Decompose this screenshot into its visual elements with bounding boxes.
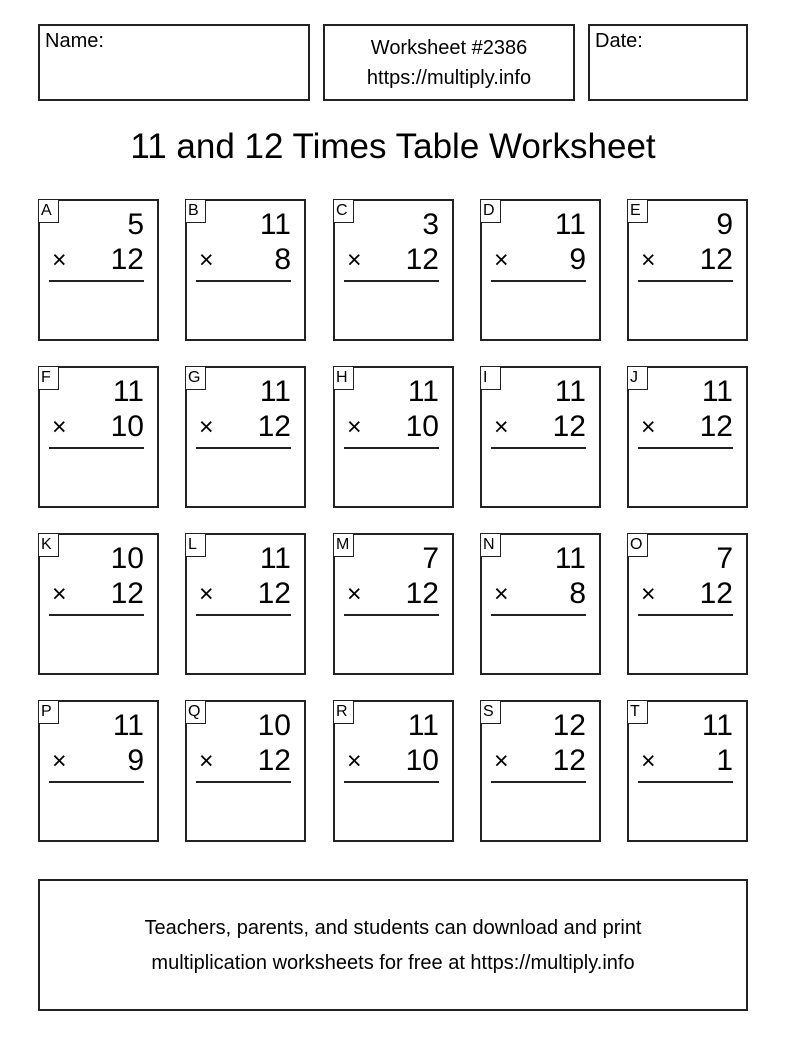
problem-card bbox=[333, 700, 454, 842]
name-field-box bbox=[38, 24, 310, 101]
problem-letter: J bbox=[627, 366, 648, 390]
answer-rule bbox=[196, 781, 291, 783]
multiplier: 1 bbox=[716, 744, 733, 777]
problem-letter: Q bbox=[185, 700, 206, 724]
answer-rule bbox=[491, 781, 586, 783]
problem-card bbox=[38, 533, 159, 675]
multiplicand: 11 bbox=[554, 542, 586, 575]
multiply-sign: × bbox=[199, 580, 214, 608]
multiplicand: 10 bbox=[110, 542, 144, 575]
multiplicand: 9 bbox=[716, 208, 733, 241]
multiplier: 10 bbox=[405, 410, 439, 443]
problem-letter: M bbox=[333, 533, 354, 557]
footer-line-1: Teachers, parents, and students can download and print bbox=[144, 917, 642, 939]
page-title: 11 and 12 Times Table Worksheet bbox=[130, 127, 656, 166]
multiplicand: 11 bbox=[259, 208, 291, 241]
multiplier: 12 bbox=[257, 577, 291, 610]
multiply-sign: × bbox=[52, 246, 67, 274]
problem-letter: A bbox=[38, 199, 59, 223]
multiplier: 10 bbox=[110, 410, 144, 443]
multiplier: 12 bbox=[552, 744, 586, 777]
answer-rule bbox=[344, 280, 439, 282]
multiplicand: 11 bbox=[554, 375, 586, 408]
multiplier: 9 bbox=[127, 744, 144, 777]
problem-grid bbox=[38, 199, 748, 842]
answer-rule bbox=[638, 614, 733, 616]
problem-letter: B bbox=[185, 199, 206, 223]
multiplicand: 12 bbox=[552, 709, 586, 742]
problem-card bbox=[185, 533, 306, 675]
problem-card bbox=[627, 199, 748, 341]
multiply-sign: × bbox=[641, 580, 656, 608]
worksheet-info-box bbox=[323, 24, 575, 101]
answer-rule bbox=[491, 614, 586, 616]
problem-card bbox=[480, 366, 601, 508]
multiplicand: 11 bbox=[554, 208, 586, 241]
answer-rule bbox=[344, 781, 439, 783]
answer-rule bbox=[49, 781, 144, 783]
date-label: Date: bbox=[595, 30, 643, 52]
multiply-sign: × bbox=[199, 413, 214, 441]
problem-card bbox=[38, 700, 159, 842]
multiply-sign: × bbox=[494, 246, 509, 274]
answer-rule bbox=[344, 447, 439, 449]
name-label: Name: bbox=[45, 30, 104, 52]
multiply-sign: × bbox=[494, 747, 509, 775]
multiply-sign: × bbox=[199, 246, 214, 274]
multiply-sign: × bbox=[641, 413, 656, 441]
answer-rule bbox=[196, 447, 291, 449]
multiply-sign: × bbox=[199, 747, 214, 775]
multiplier: 12 bbox=[257, 410, 291, 443]
answer-rule bbox=[638, 280, 733, 282]
problem-letter: H bbox=[333, 366, 354, 390]
worksheet-url: https://multiply.info bbox=[366, 67, 532, 89]
multiplicand: 7 bbox=[422, 542, 439, 575]
problem-card bbox=[185, 366, 306, 508]
answer-rule bbox=[344, 614, 439, 616]
problem-card bbox=[480, 533, 601, 675]
problem-card bbox=[333, 533, 454, 675]
problem-card bbox=[185, 700, 306, 842]
problem-letter: I bbox=[480, 366, 501, 390]
footer-box bbox=[38, 879, 748, 1011]
problem-letter: O bbox=[627, 533, 648, 557]
multiplier: 12 bbox=[405, 577, 439, 610]
multiplicand: 3 bbox=[422, 208, 439, 241]
answer-rule bbox=[49, 614, 144, 616]
multiply-sign: × bbox=[494, 580, 509, 608]
multiplicand: 11 bbox=[259, 375, 291, 408]
date-field-box bbox=[588, 24, 748, 101]
multiplier: 12 bbox=[552, 410, 586, 443]
multiplier: 12 bbox=[405, 243, 439, 276]
problem-card bbox=[627, 366, 748, 508]
multiplicand: 11 bbox=[701, 375, 733, 408]
problem-card bbox=[333, 366, 454, 508]
worksheet-number: Worksheet #2386 bbox=[370, 37, 528, 59]
problem-card bbox=[38, 199, 159, 341]
problem-card bbox=[627, 700, 748, 842]
multiplicand: 11 bbox=[407, 709, 439, 742]
multiply-sign: × bbox=[641, 246, 656, 274]
answer-rule bbox=[196, 280, 291, 282]
multiply-sign: × bbox=[52, 413, 67, 441]
multiplicand: 11 bbox=[701, 709, 733, 742]
multiply-sign: × bbox=[347, 413, 362, 441]
problem-letter: L bbox=[185, 533, 206, 557]
problem-letter: T bbox=[627, 700, 648, 724]
problem-letter: F bbox=[38, 366, 59, 390]
multiplier: 10 bbox=[405, 744, 439, 777]
multiplier: 12 bbox=[699, 243, 733, 276]
answer-rule bbox=[196, 614, 291, 616]
problem-card bbox=[38, 366, 159, 508]
problem-card bbox=[333, 199, 454, 341]
multiply-sign: × bbox=[641, 747, 656, 775]
multiplicand: 11 bbox=[112, 375, 144, 408]
multiplier: 8 bbox=[274, 243, 291, 276]
multiply-sign: × bbox=[494, 413, 509, 441]
answer-rule bbox=[491, 280, 586, 282]
problem-letter: S bbox=[480, 700, 501, 724]
multiplier: 8 bbox=[569, 577, 586, 610]
answer-rule bbox=[49, 447, 144, 449]
multiply-sign: × bbox=[347, 246, 362, 274]
footer-line-2: multiplication worksheets for free at https://multiply.info bbox=[151, 952, 635, 974]
multiplier: 12 bbox=[110, 577, 144, 610]
problem-card bbox=[480, 700, 601, 842]
problem-letter: G bbox=[185, 366, 206, 390]
answer-rule bbox=[638, 447, 733, 449]
multiply-sign: × bbox=[347, 747, 362, 775]
multiplier: 12 bbox=[110, 243, 144, 276]
problem-card bbox=[627, 533, 748, 675]
multiplier: 12 bbox=[699, 577, 733, 610]
problem-letter: P bbox=[38, 700, 59, 724]
multiplicand: 11 bbox=[112, 709, 144, 742]
multiplier: 12 bbox=[257, 744, 291, 777]
multiplicand: 7 bbox=[716, 542, 733, 575]
problem-card bbox=[480, 199, 601, 341]
multiplicand: 11 bbox=[259, 542, 291, 575]
problem-letter: K bbox=[38, 533, 59, 557]
multiply-sign: × bbox=[52, 580, 67, 608]
multiplier: 9 bbox=[569, 243, 586, 276]
multiplicand: 10 bbox=[257, 709, 291, 742]
problem-card bbox=[185, 199, 306, 341]
problem-letter: D bbox=[480, 199, 501, 223]
multiply-sign: × bbox=[52, 747, 67, 775]
answer-rule bbox=[638, 781, 733, 783]
multiplicand: 11 bbox=[407, 375, 439, 408]
problem-letter: N bbox=[480, 533, 501, 557]
answer-rule bbox=[491, 447, 586, 449]
multiplicand: 5 bbox=[127, 208, 144, 241]
multiplier: 12 bbox=[699, 410, 733, 443]
problem-letter: R bbox=[333, 700, 354, 724]
multiply-sign: × bbox=[347, 580, 362, 608]
answer-rule bbox=[49, 280, 144, 282]
problem-letter: C bbox=[333, 199, 354, 223]
problem-letter: E bbox=[627, 199, 648, 223]
